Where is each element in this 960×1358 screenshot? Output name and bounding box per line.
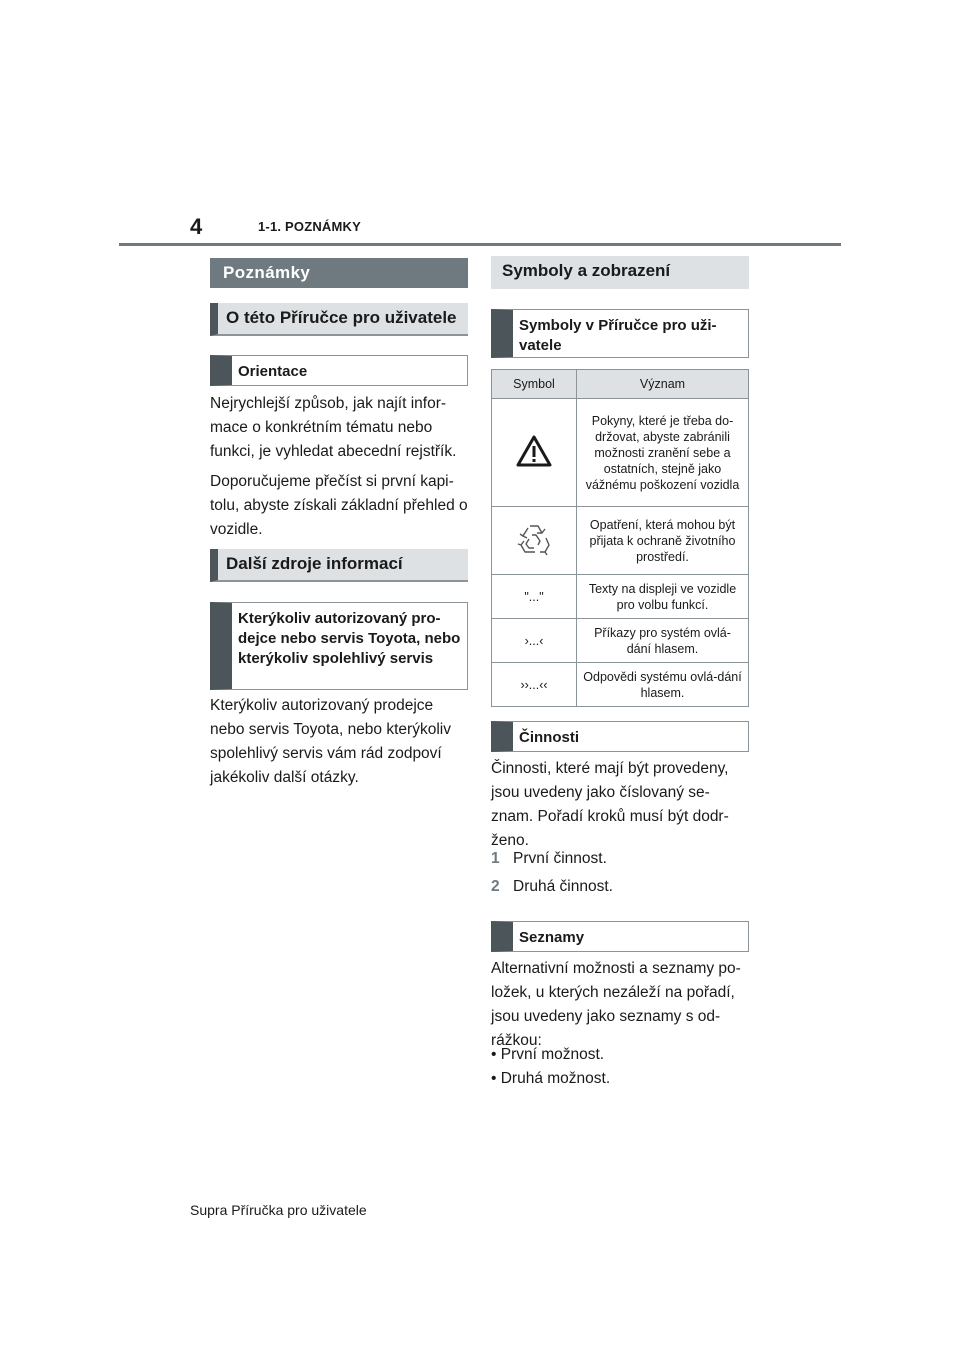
column-header-symbol: Symbol [492, 370, 577, 399]
step-number: 2 [491, 878, 500, 895]
step-number: 1 [491, 850, 500, 867]
symbols-title: Symboly a zobrazení [491, 256, 749, 289]
symbol-cell: ›...‹ [492, 619, 577, 663]
dealer-text: Kterýkoliv autorizovaný prodejce nebo servis Toyota, nebo kterýkoliv spolehlivý servis vám rád zodpoví jakékoliv další otázky. [210, 697, 451, 786]
warning-triangle-icon [516, 435, 552, 467]
symbol-cell [492, 399, 577, 507]
footer-title: Supra Příručka pro uživatele [190, 1202, 367, 1218]
lists-text: Alternativní možnosti a seznamy po-ložek, u kterých nezáleží na pořadí, jsou uvedeny jako seznamy s od-rážkou: [491, 960, 741, 1049]
section-header: 1-1. POZNÁMKY [258, 219, 362, 234]
step-text: První činnost. [513, 850, 607, 867]
symbols-table [491, 369, 749, 707]
page-title: O této Příručce pro uživatele [210, 303, 468, 336]
list-item: • První možnost. [491, 1046, 605, 1063]
table-row [492, 663, 749, 707]
actions-text: Činnosti, které mají být provedeny, jsou uvedeny jako číslovaný se-znam. Pořadí kroků musí být dodr-ženo. [491, 760, 729, 849]
dealer-heading: Kterýkoliv autorizovaný pro-dejce nebo servis Toyota, nebo kterýkoliv spolehlivý servis [210, 602, 468, 690]
meaning-cell: Opatření, která mohou být přijata k ochraně životního prostředí. [577, 507, 749, 575]
step-text: Druhá činnost. [513, 878, 613, 895]
list-item [491, 847, 613, 871]
chapter-banner: Poznámky [210, 258, 468, 288]
sources-title: Další zdroje informací [210, 549, 468, 582]
meaning-cell: Odpovědi systému ovlá-dání hlasem. [577, 663, 749, 707]
header-divider [119, 243, 841, 246]
page-number: 4 [190, 214, 203, 239]
orientation-paragraph: Nejrychlejší způsob, jak najít infor-mace o konkrétním tématu nebo funkci, je vyhledat abecední rejstřík. [210, 395, 457, 460]
symbol-cell: ››...‹‹ [492, 663, 577, 707]
meaning-cell: Příkazy pro systém ovlá-dání hlasem. [577, 619, 749, 663]
lists-bullets [491, 1043, 610, 1091]
lists-heading: Seznamy [491, 921, 749, 952]
meaning-cell: Texty na displeji ve vozidle pro volbu funkcí. [577, 575, 749, 619]
column-header-meaning: Význam [577, 370, 749, 399]
list-item [491, 875, 613, 899]
orientation-heading: Orientace [210, 355, 468, 386]
symbol-cell [492, 507, 577, 575]
table-row [492, 575, 749, 619]
orientation-text [210, 392, 468, 548]
meaning-cell: Pokyny, které je třeba do-držovat, abyste zabránili možnosti zranění sebe a ostatních, stejně jako vážnému poškození vozidla [577, 399, 749, 507]
symbols-heading: Symboly v Příručce pro uži-vatele [491, 309, 749, 358]
table-row [492, 507, 749, 575]
recycle-icon [516, 522, 552, 556]
table-row [492, 619, 749, 663]
symbol-cell: "..." [492, 575, 577, 619]
orientation-paragraph: Doporučujeme přečíst si první kapi-tolu, abyste získali základní přehled o vozidle. [210, 473, 468, 538]
list-item: • Druhá možnost. [491, 1070, 611, 1087]
actions-steps [491, 847, 613, 899]
table-row [492, 399, 749, 507]
actions-heading: Činnosti [491, 721, 749, 752]
